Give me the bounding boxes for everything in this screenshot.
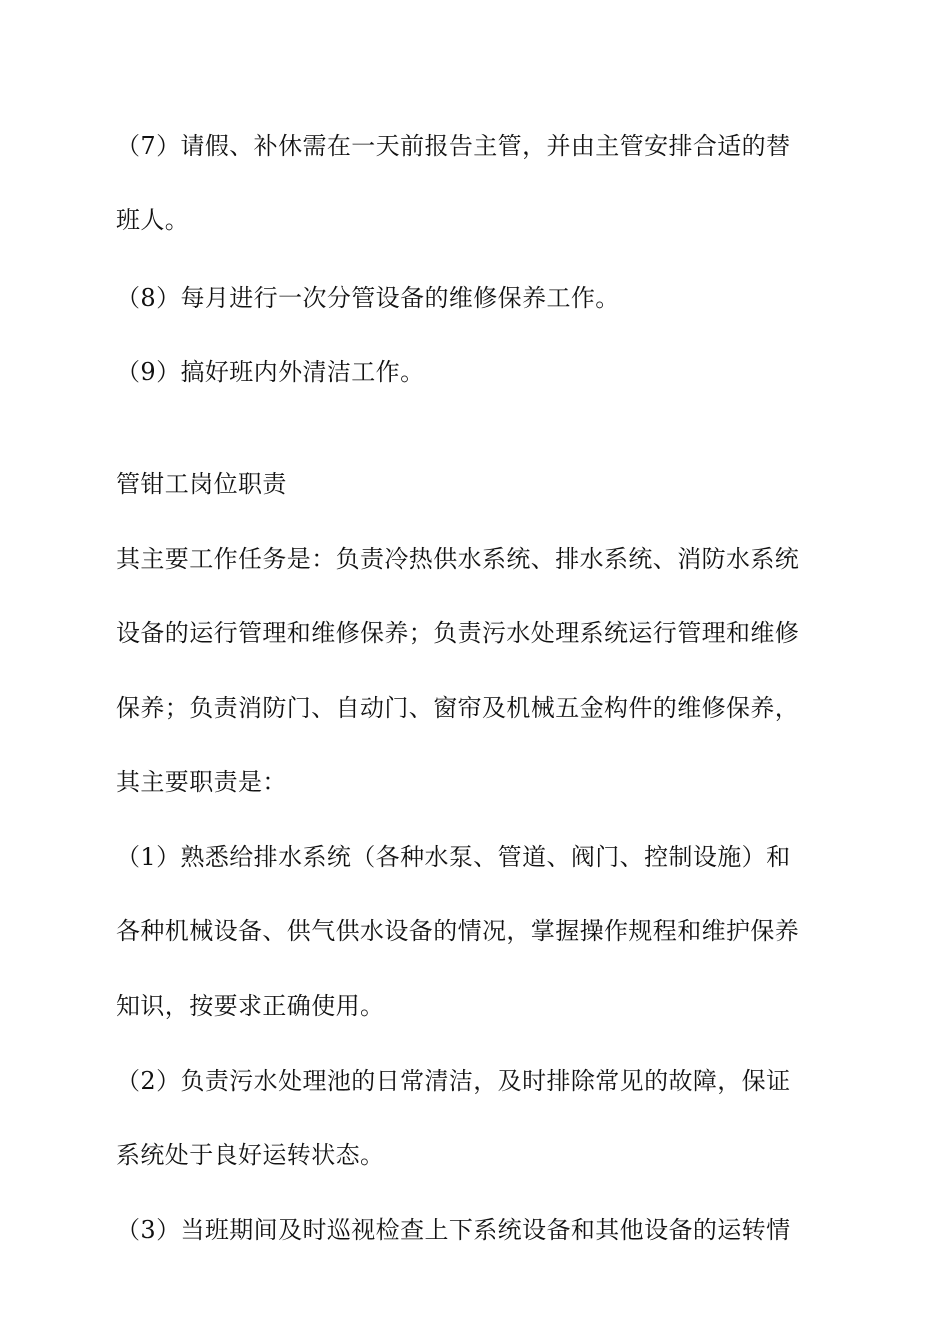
duty-2-line-2: 系统处于良好运转状态。 [116, 1141, 385, 1169]
intro-line-3: 保养；负责消防门、自动门、窗帘及机械五金构件的维修保养， [116, 694, 800, 722]
paragraph-9: （9）搞好班内外清洁工作。 [116, 358, 425, 386]
duty-3-line-1: （3）当班期间及时巡视检查上下系统设备和其他设备的运转情 [116, 1216, 791, 1244]
paragraph-8: （8）每月进行一次分管设备的维修保养工作。 [116, 284, 620, 312]
paragraph-7-line-2: 班人。 [116, 206, 190, 234]
intro-line-4: 其主要职责是： [116, 768, 287, 796]
intro-line-1: 其主要工作任务是：负责冷热供水系统、排水系统、消防水系统 [116, 545, 800, 573]
duty-2-line-1: （2）负责污水处理池的日常清洁，及时排除常见的故障，保证 [116, 1067, 791, 1095]
paragraph-7-line-1: （7）请假、补休需在一天前报告主管，并由主管安排合适的替 [116, 132, 791, 160]
intro-line-2: 设备的运行管理和维修保养；负责污水处理系统运行管理和维修 [116, 619, 800, 647]
section-heading: 管钳工岗位职责 [116, 470, 287, 498]
duty-1-line-2: 各种机械设备、供气供水设备的情况，掌握操作规程和维护保养 [116, 917, 800, 945]
duty-1-line-3: 知识，按要求正确使用。 [116, 992, 385, 1020]
duty-1-line-1: （1）熟悉给排水系统（各种水泵、管道、阀门、控制设施）和 [116, 843, 791, 871]
